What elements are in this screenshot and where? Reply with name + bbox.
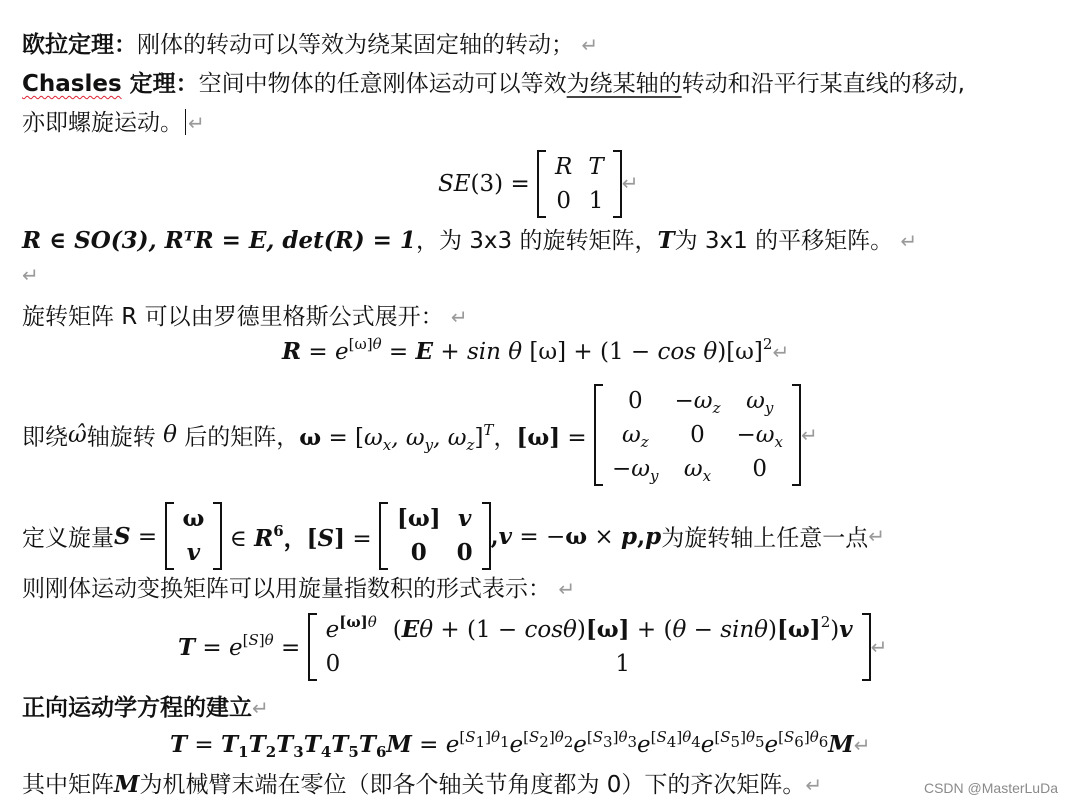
paragraph-mark: ↵ bbox=[900, 229, 918, 253]
heading-forward-kinematics bbox=[22, 689, 269, 722]
chasles-continuation: 亦即螺旋运动。 bbox=[22, 110, 183, 136]
paragraph-mark: ↵ bbox=[450, 305, 468, 329]
paragraph-euler-theorem bbox=[22, 26, 598, 59]
matrix-screw-bracket: [ω] v 0 0 bbox=[379, 502, 491, 570]
euler-text: 刚体的转动可以等效为绕某固定轴的转动； bbox=[137, 32, 574, 58]
paragraph-mark: ↵ bbox=[188, 111, 205, 135]
equation-se3: SE(3) = R T 0 1 ↵ bbox=[438, 150, 638, 218]
empty-paragraph bbox=[22, 262, 39, 288]
paragraph-mark: ↵ bbox=[870, 635, 888, 659]
matrix-exponential: $e^{[\omega]\theta}$ $(E\theta + (1 - \cos\theta)[\omega] + (\theta - \sin\theta)[\omega]^2)v$ 0 1 bbox=[308, 613, 871, 681]
paragraph-mark: ↵ bbox=[252, 696, 269, 720]
text-cursor[interactable] bbox=[185, 109, 186, 135]
chasles-underlined: 为绕某轴的 bbox=[566, 71, 682, 97]
paragraph-mark: ↵ bbox=[558, 577, 576, 601]
chasles-text-b: 转动和沿平行某直线的移动, bbox=[681, 71, 965, 97]
rotation-text-a: ，为 3x3 的旋转矩阵， bbox=[415, 228, 658, 254]
home-text-a: 其中矩阵 bbox=[22, 772, 114, 798]
paragraph-mark: ↵ bbox=[621, 171, 639, 195]
poe-intro-text: 则刚体运动变换矩阵可以用旋量指数积的形式表示： bbox=[22, 576, 551, 602]
theta-symbol: θ bbox=[163, 422, 177, 448]
chasles-text-a: 空间中物体的任意刚体运动可以等效 bbox=[198, 71, 567, 97]
paragraph-screw-def: 定义旋量S = ω v ∈ $R^6$，[S] = [ω] v 0 0 ,v = −ω × p,p为旋转轴上任意一点↵ bbox=[22, 502, 885, 570]
paragraph-mark: ↵ bbox=[800, 423, 818, 447]
screw-text-b: 为旋转轴上任意一点 bbox=[661, 525, 869, 552]
paragraph-mark: ↵ bbox=[868, 524, 885, 548]
home-text-b: 为机械臂末端在零位（即各个轴关节角度都为 0）下的齐次矩阵。 bbox=[139, 772, 806, 798]
equation-rodrigues: $R = e^{[\omega]\theta} = E + \sin \theta$ $[\omega] + (1 - \cos \theta)[\omega]^2↵$ bbox=[282, 335, 790, 365]
equation-exponential: $T = e^{[S]\theta}$ = $e^{[\omega]\theta}$ $(E\theta + (1 - \cos\theta)[\omega] + (\theta - \sin\theta)[\omega]^2)v$ 0 1 ↵ bbox=[178, 613, 887, 681]
rotation-conditions: R ∈ SO(3), RᵀR = E, det(R) = 1 bbox=[22, 227, 416, 254]
rodrigues-intro-text: 旋转矩阵 R 可以由罗德里格斯公式展开： bbox=[22, 304, 444, 330]
omega-hat: ω̂ bbox=[68, 422, 87, 448]
skew-text-b: 轴旋转 bbox=[86, 424, 164, 451]
screw-text-a: 定义旋量 bbox=[22, 525, 114, 552]
paragraph-skew-matrix: 即绕ω̂轴旋转 θ 后的矩阵，$\omega = [\omega_x$, $\omega_y$, $\omega_z]^T$，[ω] = 0 $-\omega_z$ $\omega_y$ $\omega_z$ 0 $-\omega_x$ $-\omega_y$ $\omega_x$ 0 ↵ bbox=[22, 384, 818, 486]
home-matrix-symbol: M bbox=[114, 771, 140, 798]
fk-heading-text: 正向运动学方程的建立 bbox=[22, 695, 252, 721]
chasles-term: 定理： bbox=[121, 71, 199, 97]
paragraph-poe-intro bbox=[22, 570, 575, 603]
paragraph-chasles-theorem bbox=[22, 65, 965, 98]
paragraph-mark: ↵ bbox=[581, 33, 599, 57]
skew-text-c: 后的矩阵， bbox=[176, 424, 300, 451]
matrix-skew-omega: 0 $-\omega_z$ $\omega_y$ $\omega_z$ 0 $-\omega_x$ $-\omega_y$ $\omega_x$ 0 bbox=[594, 384, 801, 486]
rotation-text-b: 为 3x1 的平移矩阵。 bbox=[674, 228, 894, 254]
paragraph-rotation-def bbox=[22, 222, 917, 255]
paragraph-chasles-cont bbox=[22, 104, 205, 137]
paragraph-mark: ↵ bbox=[853, 733, 871, 757]
paragraph-mark: ↵ bbox=[805, 773, 823, 797]
chasles-name: Chasles bbox=[22, 71, 122, 97]
paragraph-mark: ↵ bbox=[772, 340, 790, 364]
paragraph-home-matrix bbox=[22, 766, 822, 799]
csdn-watermark: CSDN @MasterLuDa bbox=[923, 780, 1058, 796]
skew-text-a: 即绕 bbox=[22, 424, 68, 451]
paragraph-rodrigues-intro bbox=[22, 298, 468, 331]
equation-poe: $T = T_1T_2T_3T_4T_5T_6M$ = $e^{[S_1]\theta_1}e^{[S_2]\theta_2}e^{[S_3]\theta_3}e^{[S_4]\theta_4}e^{[S_5]\theta_5}e^{[S_6]\theta_6}M↵$ bbox=[170, 728, 871, 761]
euler-term: 欧拉定理： bbox=[22, 32, 137, 58]
paragraph-mark: ↵ bbox=[22, 263, 39, 287]
matrix-se3: R T 0 1 bbox=[537, 150, 622, 218]
translation-symbol: T bbox=[657, 227, 675, 254]
matrix-screw-s: ω v bbox=[165, 502, 223, 570]
